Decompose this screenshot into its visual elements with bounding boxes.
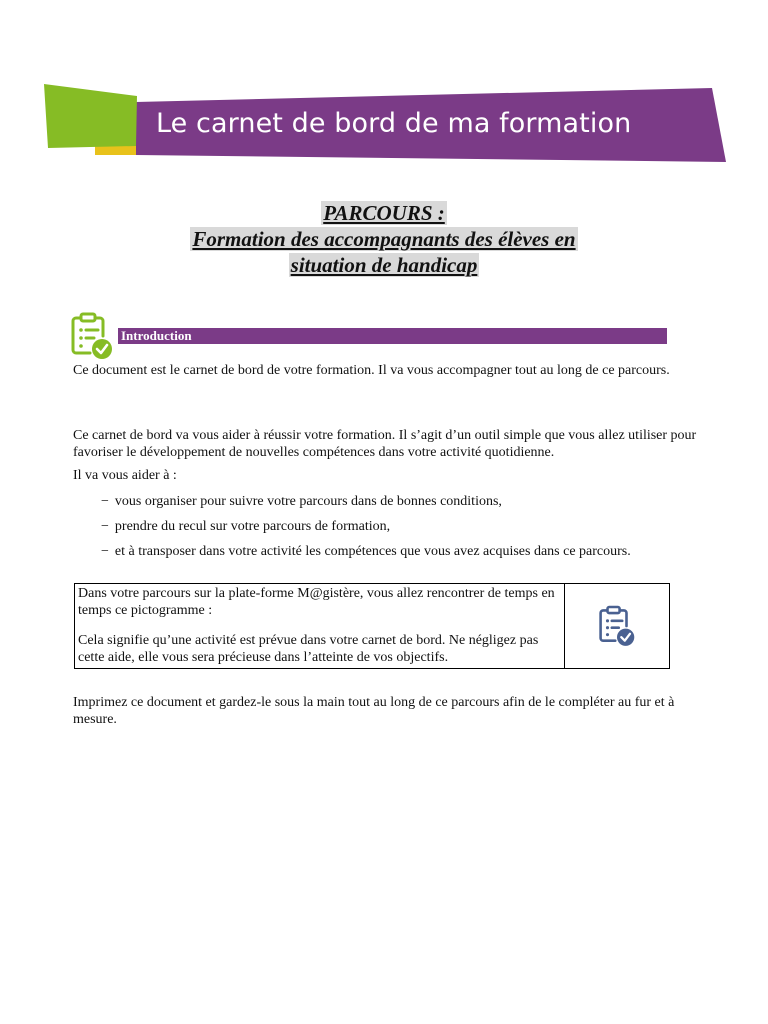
info-box-text bbox=[75, 584, 565, 668]
checklist-check-icon bbox=[598, 604, 636, 648]
checklist-check-icon bbox=[70, 312, 114, 360]
list-item: − vous organiser pour suivre votre parcours dans de bonnes conditions, bbox=[101, 493, 631, 510]
info-box-text-1: Dans votre parcours sur la plate-forme M@gistère, vous allez rencontrer de temps en temps ce pictogramme : bbox=[78, 586, 555, 618]
banner-title: Le carnet de bord de ma formation bbox=[156, 108, 632, 139]
section-header-introduction: Introduction bbox=[118, 328, 667, 344]
page-title bbox=[0, 200, 768, 278]
benefits-list bbox=[101, 493, 631, 568]
intro-paragraph-1: Ce document est le carnet de bord de votre formation. Il va vous accompagner tout au long de ce parcours. bbox=[73, 363, 670, 378]
pictogram-info-box bbox=[74, 583, 670, 669]
list-item: − et à transposer dans votre activité les compétences que vous avez acquises dans ce parcours. bbox=[101, 543, 631, 560]
intro-paragraph-3: Il va vous aider à : bbox=[73, 468, 177, 483]
info-box-icon-cell bbox=[565, 584, 669, 668]
title-line-3: situation de handicap bbox=[290, 253, 478, 277]
info-box-text-2: Cela signifie qu’une activité est prévue dans votre carnet de bord. Ne négligez pas cette aide, elle vous sera précieuse dans l’atteinte de vos objectifs. bbox=[78, 633, 539, 665]
title-line-2: Formation des accompagnants des élèves en bbox=[192, 227, 576, 251]
banner-green-block bbox=[44, 84, 137, 148]
list-item: − prendre du recul sur votre parcours de formation, bbox=[101, 518, 631, 535]
title-line-1: PARCOURS : bbox=[323, 201, 445, 225]
closing-paragraph: Imprimez ce document et gardez-le sous la main tout au long de ce parcours afin de le compléter au fur et à mesure. bbox=[73, 695, 675, 727]
intro-paragraph-2: Ce carnet de bord va vous aider à réussir votre formation. Il s’agit d’un outil simple que vous allez utiliser pour favoriser le développement de nouvelles compétences dans votre activité quotidienne. bbox=[73, 428, 697, 460]
